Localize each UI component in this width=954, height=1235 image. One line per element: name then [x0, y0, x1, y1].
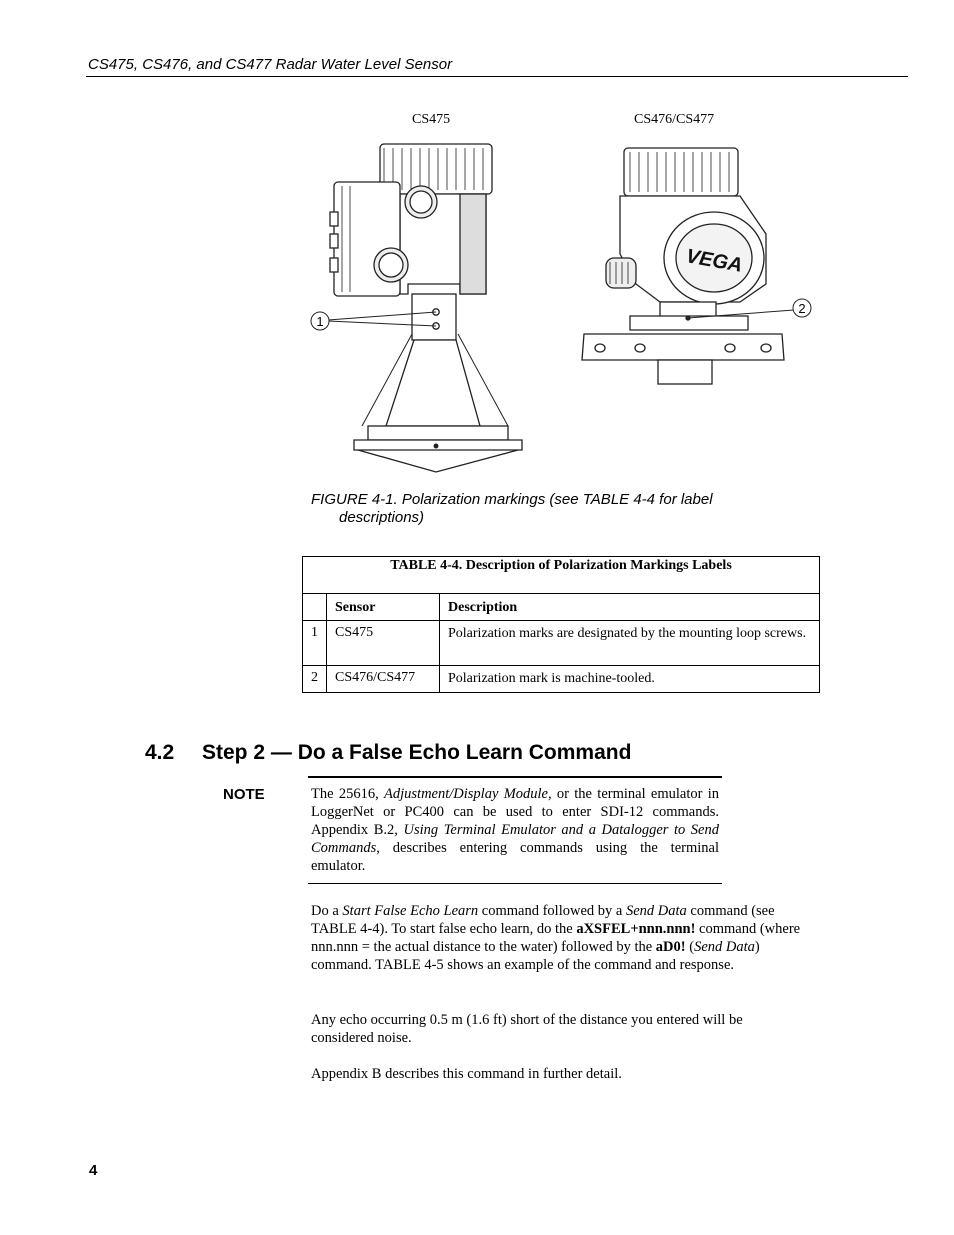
para-text: command (where nnn.nnn = the actual distance to the water) followed by the: [311, 921, 801, 955]
body-paragraph-3: Appendix B describes this command in further detail.: [311, 1066, 622, 1082]
table-header-description: Description: [440, 594, 820, 621]
note-text-italic: Using Terminal Emulator and a Datalogger to Send Commands: [311, 822, 719, 856]
table-cell-num: 2: [303, 666, 327, 693]
polarization-markings-figure: [300, 134, 820, 476]
table-cell-num: 1: [303, 621, 327, 666]
figure-label-cs475: CS475: [412, 112, 451, 127]
para-text-italic: Start False Echo Learn: [342, 903, 479, 919]
body-paragraph-2: Any echo occurring 0.5 m (1.6 ft) short of the distance you entered will be considered noise.: [311, 1012, 743, 1046]
figure-caption-line-2: descriptions): [339, 509, 425, 526]
section-number: 4.2: [145, 741, 175, 764]
para-text: command followed by a: [478, 903, 626, 919]
note-text-italic: Adjustment/Display Module: [384, 786, 548, 802]
body-paragraph-1: [311, 902, 803, 974]
table-row: [303, 621, 820, 666]
page-number: 4: [89, 1162, 98, 1179]
para-text-italic: Send Data: [625, 903, 687, 919]
table-header-num: [303, 594, 327, 621]
cs475-sensor-drawing: [330, 144, 522, 472]
para-text: ) command. TABLE 4-5 shows an example of the command and response.: [311, 939, 760, 973]
para-text: Do a: [311, 903, 343, 919]
para-text-bold: aD0!: [655, 939, 686, 955]
note-text: , or the terminal emulator in LoggerNet or PC400 can be used to enter SDI-12 commands. Appendix B.2,: [311, 786, 720, 838]
para-text: command (see TABLE 4-4). To start false echo learn, do the: [311, 903, 775, 937]
table-title: TABLE 4-4. Description of Polarization Markings Labels: [303, 557, 820, 594]
section-title: Step 2 — Do a False Echo Learn Command: [202, 741, 632, 764]
note-rule-top: [308, 776, 722, 778]
table-row: [303, 666, 820, 693]
para-text-italic: Send Data: [694, 939, 755, 955]
para-text-bold: aXSFEL+nnn.nnn!: [576, 921, 696, 937]
note-text: , describes entering commands using the terminal emulator.: [311, 840, 719, 874]
callout-2-label: 2: [798, 301, 806, 316]
callout-1-label: 1: [316, 314, 324, 329]
table-cell-description: Polarization marks are designated by the mounting loop screws.: [440, 621, 820, 666]
header-rule: [86, 76, 908, 77]
section-heading: [145, 741, 631, 765]
figure-caption: [311, 491, 781, 527]
note-body: [311, 785, 719, 875]
note-rule-bottom: [308, 883, 722, 884]
table-cell-sensor: CS476/CS477: [327, 666, 440, 693]
para-text: (: [685, 939, 695, 955]
vega-logo: VEGA: [684, 245, 744, 277]
table-cell-sensor: CS475: [327, 621, 440, 666]
table-cell-description: Polarization mark is machine-tooled.: [440, 666, 820, 693]
table-header-sensor: Sensor: [327, 594, 440, 621]
figure-caption-line-1: FIGURE 4-1. Polarization markings (see TABLE 4-4 for label: [311, 491, 713, 508]
polarization-labels-table: [302, 556, 820, 693]
running-header: CS475, CS476, and CS477 Radar Water Level Sensor: [88, 56, 453, 73]
cs476-sensor-drawing: [582, 148, 784, 384]
figure-label-cs476-cs477: CS476/CS477: [634, 112, 715, 127]
note-text: The 25616,: [311, 786, 385, 802]
note-label: NOTE: [223, 786, 265, 803]
